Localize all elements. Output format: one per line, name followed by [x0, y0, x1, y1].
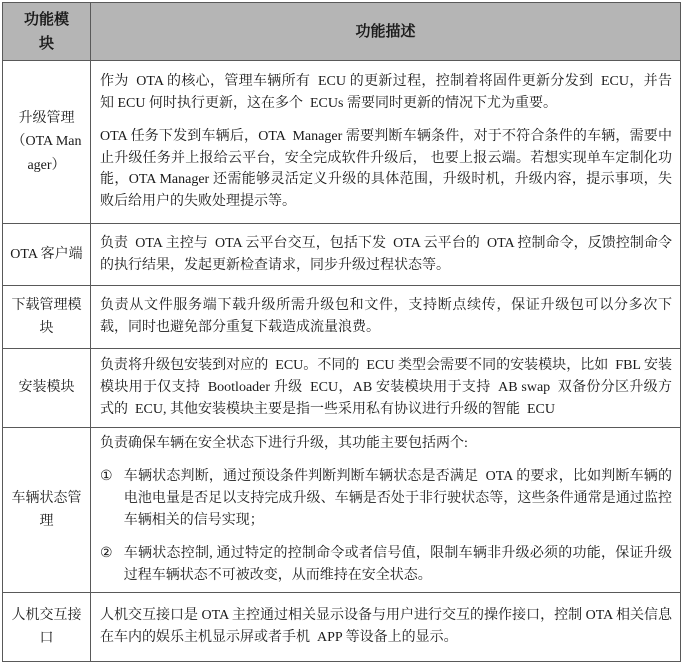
description-paragraph: 负责将升级包安装到对应的 ECU。不同的 ECU 类型会需要不同的安装模块，比如 FBL 安装模块用于仅支持 Bootloader 升级 ECU，AB 安装模块用于支持 AB swap 双备份分区升级方式的 ECU, 其他安装模块主要是指一些采用私有协议进行升级的智能 ECU — [100, 358, 672, 417]
header-cell-description — [91, 3, 681, 61]
list-item-text: 车辆状态控制, 通过特定的控制命令或者信号值，限制车辆非升级必须的功能，保证升级过程车辆状态不可被改变，从而维持在安全状态。 — [123, 545, 672, 583]
module-cell: 下载管理模块 — [3, 286, 91, 349]
description-cell — [91, 61, 681, 224]
description-paragraph: 负责从文件服务端下载升级所需升级包和文件，支持断点续传，保证升级包可以分多次下载，同时也避免部分重复下载造成流量浪费。 — [100, 298, 672, 335]
table-row — [3, 349, 681, 428]
description-paragraph: OTA 任务下发到车辆后，OTA Manager 需要判断车辆条件，对于不符合条件的车辆，需要中止升级任务并上报给云平台，安全完成软件升级后， 也要上报云端。若想实现单车定制化功能，OTA Manager 还需能够灵活定义升级的具体范围，升级时机，升级内容，提示事项，失败后给用户的失败处理提示等。 — [100, 128, 672, 210]
description-cell — [91, 286, 681, 349]
module-cell: 升级管理（OTA Manager） — [3, 61, 91, 224]
header-row — [3, 3, 681, 61]
description-cell — [91, 349, 681, 428]
module-cell: 人机交互接口 — [3, 592, 91, 661]
numbered-list-item — [100, 466, 672, 532]
module-cell: 车辆状态管理 — [3, 428, 91, 593]
description-cell — [91, 224, 681, 286]
table-row — [3, 61, 681, 224]
table-row — [3, 224, 681, 286]
description-paragraph: 作为 OTA 的核心，管理车辆所有 ECU 的更新过程，控制着将固件更新分发到 ECU，并告知 ECU 何时执行更新，这在多个 ECUs 需要同时更新的情况下尤为重要。 — [100, 73, 672, 111]
description-paragraph: 负责确保车辆在安全状态下进行升级，其功能主要包括两个: — [100, 436, 468, 451]
table-row — [3, 428, 681, 593]
numbered-list-item — [100, 543, 672, 587]
description-paragraph: 人机交互接口是 OTA 主控通过相关显示设备与用户进行交互的操作接口，控制 OTA 相关信息在车内的娱乐主机显示屏或者手机 APP 等设备上的显示。 — [100, 607, 672, 645]
description-paragraph: 负责 OTA 主控与 OTA 云平台交互，包括下发 OTA 云平台的 OTA 控制命令，反馈控制命令的执行结果，发起更新检查请求，同步升级过程状态等。 — [100, 235, 672, 273]
table-row — [3, 286, 681, 349]
header-module-label: 功能模块 — [23, 11, 69, 52]
list-item-text: 车辆状态判断，通过预设条件判断判断车辆状态是否满足 OTA 的要求，比如判断车辆的电池电量是否足以支持完成升级、车辆是否处于非行驶状态等，这些条件通常是通过监控车辆相关的信号实现； — [123, 468, 672, 528]
description-cell — [91, 428, 681, 593]
circled-number-marker: ② — [100, 545, 113, 561]
ota-function-table — [2, 2, 681, 662]
table-body — [3, 61, 681, 662]
header-cell-module — [3, 3, 91, 61]
table-header — [3, 3, 681, 61]
module-cell: 安装模块 — [3, 349, 91, 428]
header-description-label: 功能描述 — [355, 23, 416, 40]
circled-number-marker: ① — [100, 468, 113, 484]
module-cell: OTA 客户端 — [3, 224, 91, 286]
